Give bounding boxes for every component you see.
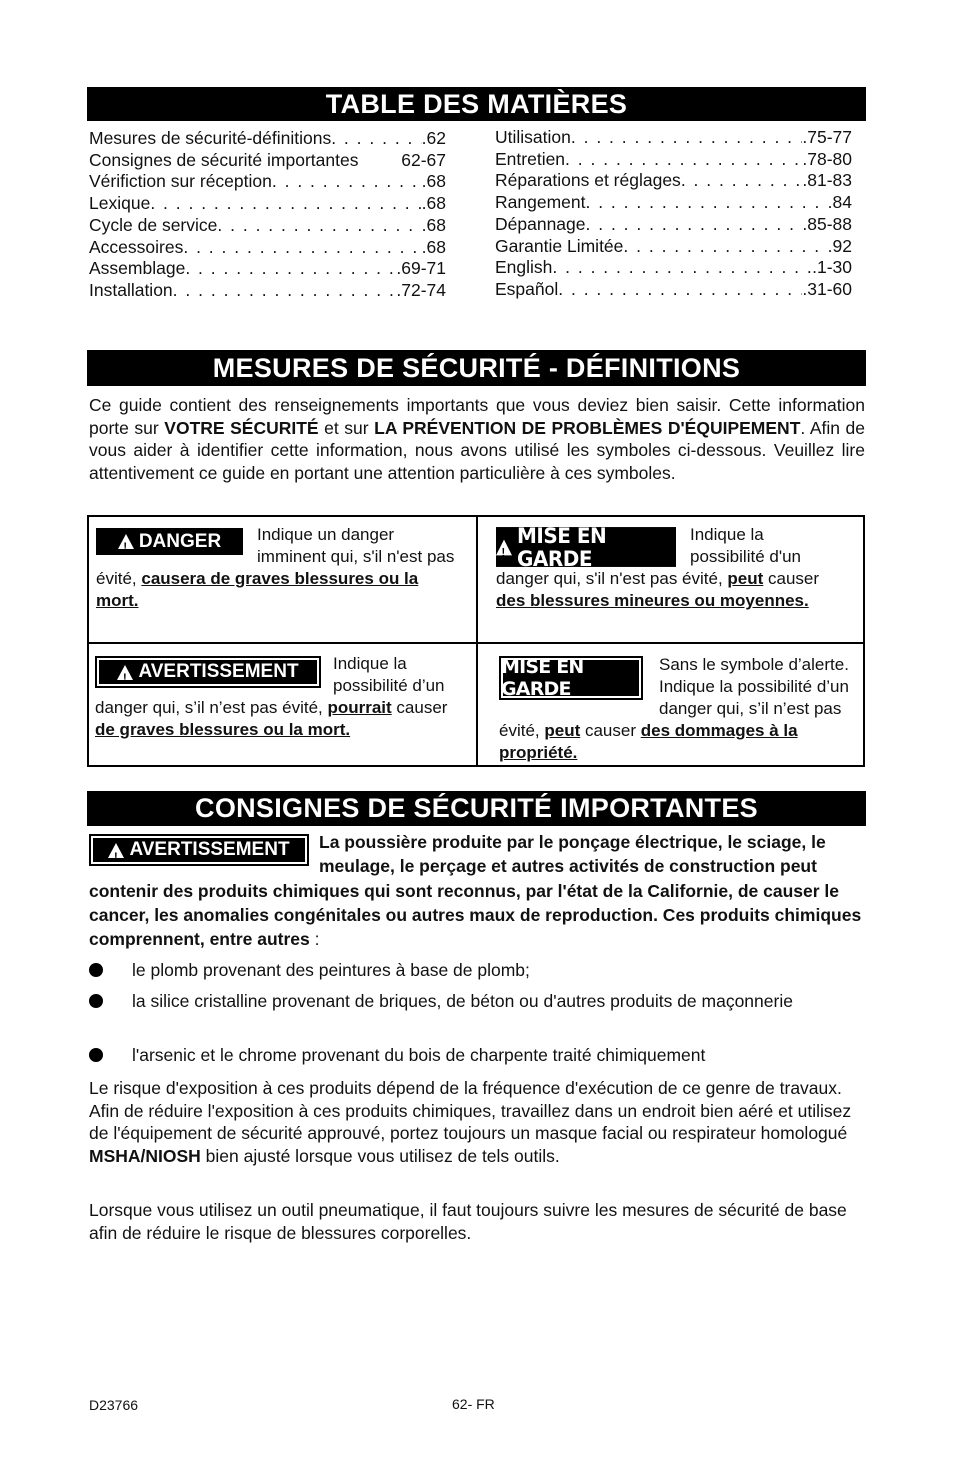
toc-entry: Vérifiction sur réception . . . .68 bbox=[89, 171, 446, 193]
toc-heading: TABLE DES MATIÈRES bbox=[87, 87, 866, 121]
table-divider bbox=[89, 642, 863, 644]
bullet-icon bbox=[89, 994, 103, 1008]
alert-triangle-icon bbox=[108, 843, 124, 858]
toc-entry: Entretien . . . .78-80 bbox=[495, 149, 852, 171]
toc-entry: Cycle de service . . . .68 bbox=[89, 215, 446, 237]
warning-definition: ! AVERTISSEMENT Indique la possibilité d’un danger qui, s’il n’est pas évité, pourrait causer de graves blessures ou la mort. bbox=[95, 653, 457, 741]
alert-triangle-icon bbox=[117, 665, 133, 680]
toc-entry: Garantie Limitée . . . .92 bbox=[495, 236, 852, 258]
toc-entry: Español . . . .31-60 bbox=[495, 279, 852, 301]
toc-entry: Mesures de sécurité-définitions . . . .62 bbox=[89, 128, 446, 150]
consignes-heading: CONSIGNES DE SÉCURITÉ IMPORTANTES bbox=[87, 791, 866, 826]
toc-entry: Consignes de sécurité importantes 62-67 bbox=[89, 149, 446, 170]
exposure-risk-paragraph: Le risque d'exposition à ces produits dépend de la fréquence d'exécution de ce genre de travaux. Afin de réduire l'exposition à ces produits chimiques, travaillez dans un endroit bien aéré et utilisez de l'équipement de sécurité approuvé, portez toujours un masque facial ou respirateur homologué MSHA/NIOSH bien ajusté lorsque vous utilisez de tels outils. bbox=[89, 1078, 852, 1166]
page-number: 62- FR bbox=[452, 1396, 495, 1412]
toc-entry: Dépannage . . . .85-88 bbox=[495, 214, 852, 236]
caution-alert-label: ! MISE EN GARDE bbox=[496, 527, 676, 567]
toc-entry: Utilisation . . . .75-77 bbox=[495, 127, 852, 149]
warning-label: ! AVERTISSEMENT bbox=[89, 834, 309, 866]
definitions-intro: Ce guide contient des renseignements importants que vous deviez bien saisir. Cette information porte sur VOTRE SÉCURITÉ et sur LA PRÉVENTION DE PROBLÈMES D'ÉQUIPEMENT. Afin de vous aider à identifier cette information, nous avons utilisé les symboles ci-dessous. Veuillez lire attentivement ce guide en portant une attention particulière à ces symboles. bbox=[89, 395, 865, 483]
toc-entry: Réparations et réglages . . . .81-83 bbox=[495, 170, 852, 192]
symbol-definitions-table bbox=[87, 515, 865, 767]
alert-triangle-icon bbox=[496, 539, 512, 555]
alert-triangle-icon bbox=[118, 534, 134, 549]
toc-left-column bbox=[89, 128, 446, 302]
toc-entry: Assemblage . . . .69-71 bbox=[89, 258, 446, 280]
document-id: D23766 bbox=[89, 1397, 139, 1413]
toc-entry: English . . . .1-30 bbox=[495, 257, 852, 279]
toc-entry: Accessoires . . . .68 bbox=[89, 237, 446, 259]
danger-definition: ! DANGER Indique un danger imminent qui, s'il n'est pas évité, causera de graves blessures ou la mort. bbox=[96, 524, 456, 612]
definitions-heading: MESURES DE SÉCURITÉ - DÉFINITIONS bbox=[87, 350, 866, 386]
caution-label: MISE EN GARDE bbox=[499, 656, 643, 700]
bullet-icon bbox=[89, 963, 103, 977]
california-warning: ! AVERTISSEMENT La poussière produite par le ponçage électrique, le sciage, le meulage, le perçage et autres activités de construction peut contenir des produits chimiques qui sont reconnus, par l'état de la Californie, de causer le cancer, les anomalies congénitales ou autres maux de reproduction. Ces produits chimiques comprennent, entre autres : bbox=[89, 830, 865, 951]
toc-right-column bbox=[495, 127, 852, 301]
caution-alert-definition: ! MISE EN GARDE Indique la possibilité d'un danger qui, s'il n'est pas évité, peut causer des blessures mineures ou moyennes. bbox=[496, 524, 821, 612]
warning-label: ! AVERTISSEMENT bbox=[95, 656, 321, 688]
pneumatic-tool-paragraph: Lorsque vous utilisez un outil pneumatique, il faut toujours suivre les mesures de sécurité de base afin de réduire le risque de blessures corporelles. bbox=[89, 1200, 847, 1243]
toc-entry: Installation . . . .72-74 bbox=[89, 280, 446, 302]
toc-entry: Rangement . . . .84 bbox=[495, 192, 852, 214]
toc-entry: Lexique . . . .68 bbox=[89, 193, 446, 215]
danger-label: ! DANGER bbox=[96, 528, 243, 555]
caution-definition: MISE EN GARDE Sans le symbole d’alerte. Indique la possibilité d’un danger qui, s’il n’est pas évité, peut causer des dommages à la propriété. bbox=[499, 655, 849, 762]
bullet-icon bbox=[89, 1048, 103, 1062]
table-divider bbox=[476, 517, 478, 765]
